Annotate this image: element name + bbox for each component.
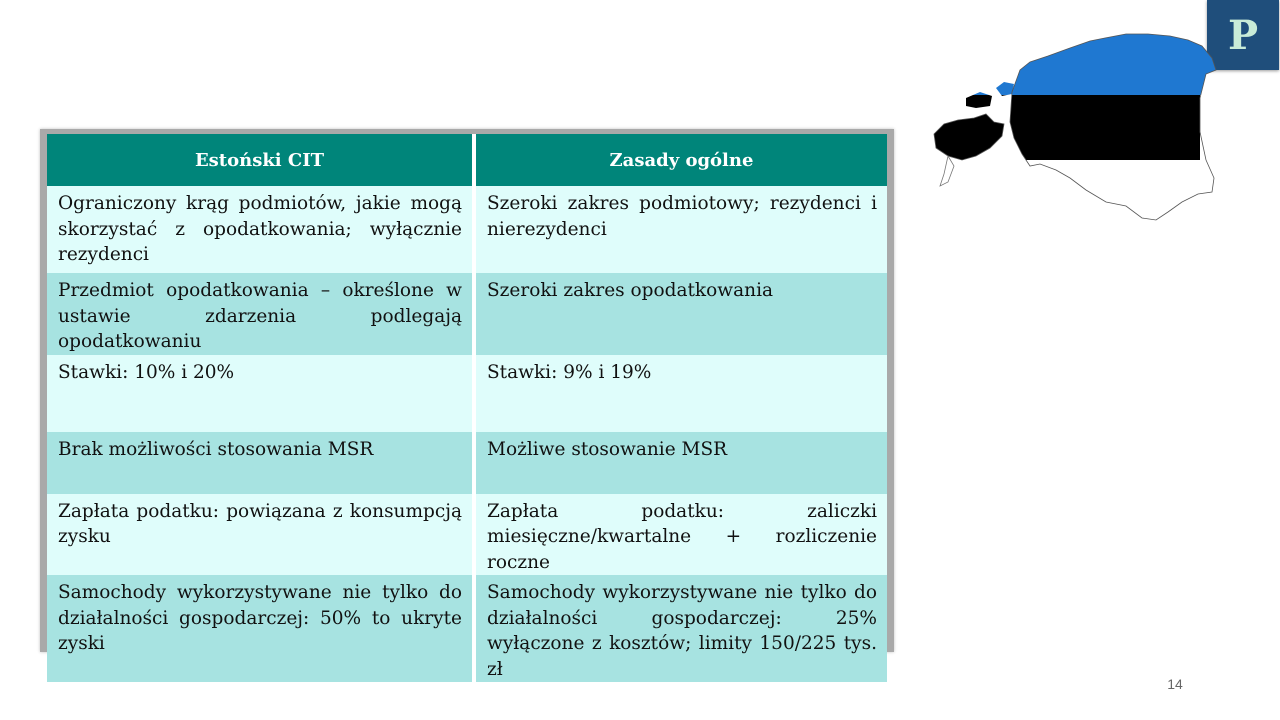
table-row <box>47 494 887 576</box>
table-cell: Samochody wykorzystywane nie tylko do działalności gospodarczej: 50% to ukryte zyski <box>47 575 474 682</box>
table-cell: Stawki: 9% i 19% <box>474 355 887 432</box>
table-cell: Stawki: 10% i 20% <box>47 355 474 432</box>
table-cell: Przedmiot opodatkowania – określone w ustawie zdarzenia podlegają opodatkowaniu <box>47 273 474 355</box>
table-cell: Samochody wykorzystywane nie tylko do działalności gospodarczej: 25% wyłączone z kosztów; limity 150/225 tys. zł <box>474 575 887 682</box>
page-number: 14 <box>1167 676 1183 692</box>
table-cell: Zapłata podatku: powiązana z konsumpcją zysku <box>47 494 474 576</box>
table-cell: Szeroki zakres opodatkowania <box>474 273 887 355</box>
estonia-flag-map <box>930 26 1220 226</box>
header-estonian-cit: Estoński CIT <box>47 134 474 186</box>
comparison-table <box>47 134 887 682</box>
table-row <box>47 432 887 494</box>
table-header-row <box>47 134 887 186</box>
table-cell: Ograniczony krąg podmiotów, jakie mogą skorzystać z opodatkowania; wyłącznie rezydenci <box>47 186 474 273</box>
header-general-rules: Zasady ogólne <box>474 134 887 186</box>
table-cell: Brak możliwości stosowania MSR <box>47 432 474 494</box>
logo-letter: P <box>1227 11 1259 59</box>
table-cell: Szeroki zakres podmiotowy; rezydenci i nierezydenci <box>474 186 887 273</box>
table-row <box>47 273 887 355</box>
comparison-table-frame <box>40 129 894 680</box>
table-cell: Możliwe stosowanie MSR <box>474 432 887 494</box>
table-row <box>47 575 887 682</box>
table-row <box>47 186 887 273</box>
table-row <box>47 355 887 432</box>
table-cell: Zapłata podatku: zaliczki miesięczne/kwartalne + rozliczenie roczne <box>474 494 887 576</box>
